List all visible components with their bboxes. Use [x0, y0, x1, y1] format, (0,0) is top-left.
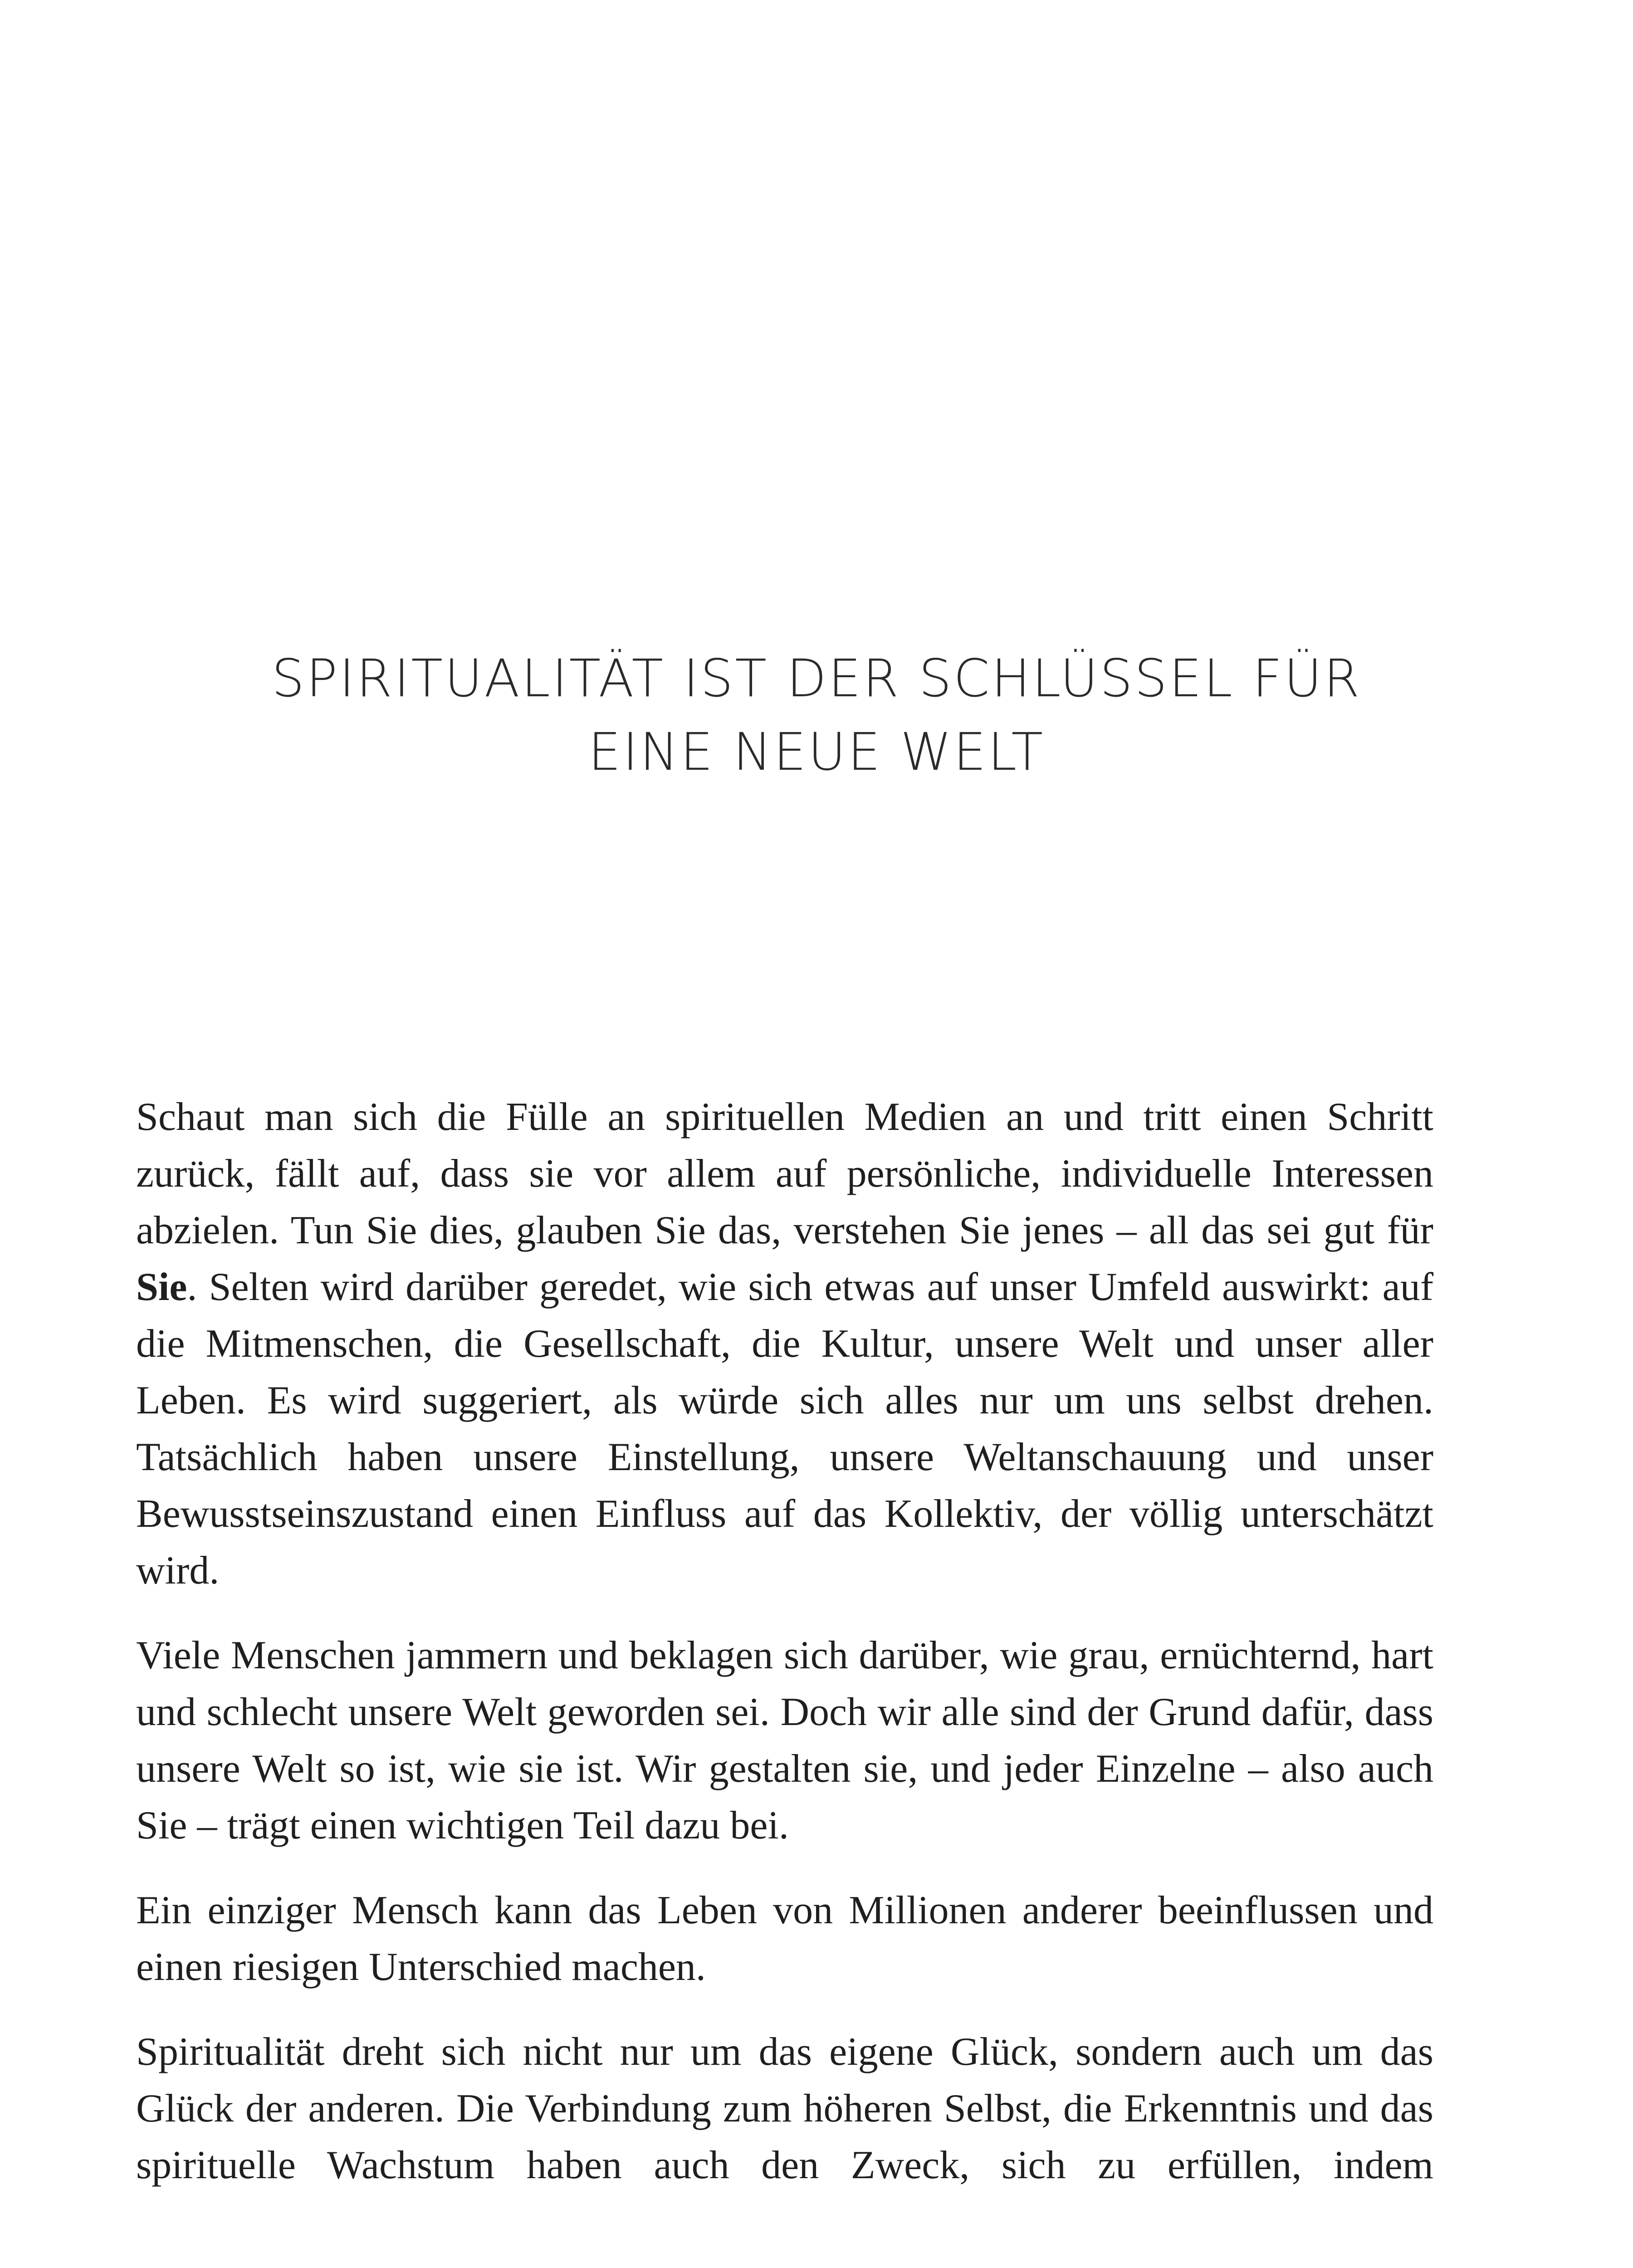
paragraph-1	[136, 1089, 1433, 1599]
paragraph-1-text-b: . Selten wird darüber geredet, wie sich etwas auf unser Umfeld auswirkt: auf die Mitmenschen, die Gesellschaft, die Kultur, unsere Welt und unser aller Leben. Es wird suggeriert, als würde sich alles nur um uns selbst drehen. Tatsächlich haben unsere Einstellung, unsere Weltanschauung und unser Bewusstseinszustand einen Einfluss auf das Kollektiv, der völlig unterschätzt wird.	[136, 1265, 1433, 1593]
chapter-title	[136, 642, 1497, 789]
chapter-title-line-2: EINE NEUE WELT	[588, 722, 1045, 782]
chapter-title-line-1: SPIRITUALITÄT IST DER SCHLÜSSEL FÜR	[271, 648, 1362, 709]
paragraph-4: Spiritualität dreht sich nicht nur um das eigene Glück, sondern auch um das Glück der anderen. Die Verbindung zum höheren Selbst, die Erkenntnis und das spirituelle Wachstum haben auch den Zweck, sich zu erfüllen, indem	[136, 2030, 1433, 2187]
paragraph-1-text-a: Schaut man sich die Fülle an spirituellen Medien an und tritt einen Schritt zurück, fällt auf, dass sie vor allem auf persönliche, individuelle Interessen abzielen. Tun Sie dies, glauben Sie das, verstehen Sie jenes – all das sei gut für	[136, 1095, 1433, 1252]
paragraph-2: Viele Menschen jammern und beklagen sich darüber, wie grau, ernüchternd, hart und schlecht unsere Welt geworden sei. Doch wir alle sind der Grund dafür, dass unsere Welt so ist, wie sie ist. Wir gestalten sie, und jeder Einzelne – also auch Sie – trägt einen wichtigen Teil dazu bei.	[136, 1633, 1433, 1848]
paragraph-1-emphasis: Sie	[136, 1265, 187, 1309]
paragraph-3: Ein einziger Mensch kann das Leben von Millionen anderer beeinflussen und einen riesigen Unterschied machen.	[136, 1888, 1433, 1989]
body-text	[136, 1089, 1433, 2194]
